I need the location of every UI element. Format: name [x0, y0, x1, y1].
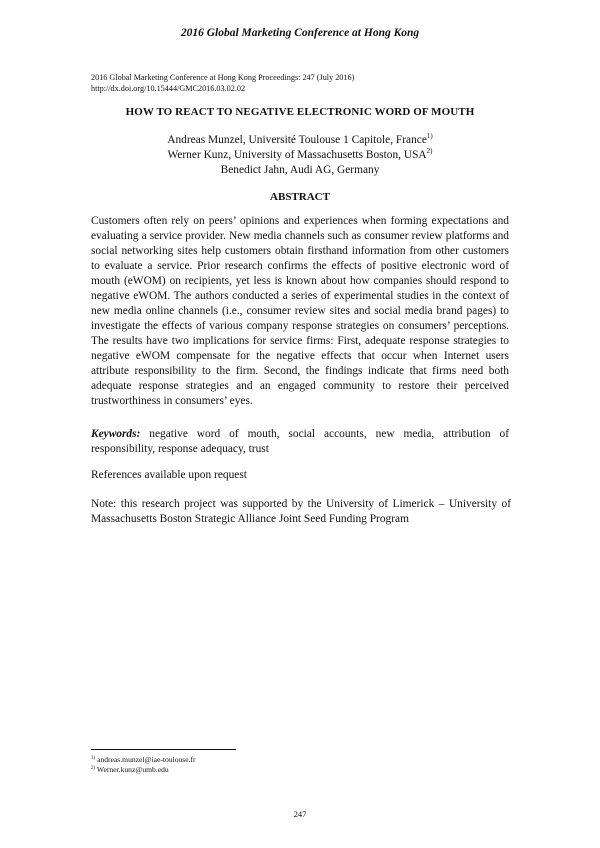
page-number: 247 [293, 809, 307, 819]
abstract-body: Customers often rely on peers’ opinions and experiences when forming expectations and evaluating a service provider. New media channels such as consumer review platforms and social networking sites help customers obtain firsthand information from other customers to evaluate a service. Prior research confirms the effects of positive electronic word of mouth (eWOM) on recipients, yet less is known about how companies should respond to negative eWOM. The authors conducted a series of experimental studies in the context of new media online channels (i.e., consumer review sites and social media brand pages) to investigate the effects of various company response strategies on consumers’ perceptions. The results have two implications for service firms: First, adequate response strategies to negative eWOM compensate for the negative effects that occur when Internet users attribute responsibility to the firm. Second, the findings indicate that firms need both adequate response strategies and an engaged community to restore their perceived trustworthiness in consumers’ eyes. [91, 215, 509, 407]
author-affiliation: Werner Kunz, University of Massachusetts Boston, USA [167, 149, 427, 161]
keywords [91, 427, 509, 457]
proceedings-info [91, 72, 511, 94]
author-line [0, 163, 600, 178]
author-line [0, 133, 600, 148]
author-line [0, 148, 600, 163]
footnote [91, 765, 391, 775]
footnote-email[interactable]: Werner.kunz@umb.edu [95, 765, 169, 774]
references-note: References available upon request [91, 469, 247, 481]
author-affiliation: Benedict Jahn, Audi AG, Germany [220, 164, 380, 176]
footnote-marker: 1) [426, 132, 433, 140]
footnote-divider [91, 749, 236, 750]
keywords-text: negative word of mouth, social accounts, new media, attribution of responsibility, response adequacy, trust [91, 428, 509, 455]
proceedings-citation: 2016 Global Marketing Conference at Hong Kong Proceedings: 247 (July 2016) [91, 73, 355, 82]
funding-note: Note: this research project was supported by the University of Limerick – University of Massachusetts Boston Strategic Alliance Joint Seed Funding Program [91, 498, 511, 525]
footnote-marker: 1) [91, 756, 96, 761]
doi-link[interactable]: http://dx.doi.org/10.15444/GMC2016.03.02.02 [91, 84, 246, 93]
author-list [0, 133, 600, 178]
author-affiliation: Andreas Munzel, Université Toulouse 1 Capitole, France [167, 134, 427, 146]
abstract-heading: ABSTRACT [270, 191, 330, 203]
paper-title: HOW TO REACT TO NEGATIVE ELECTRONIC WORD OF MOUTH [125, 106, 475, 118]
footnote-marker: 2) [426, 147, 433, 155]
footnote [91, 755, 391, 765]
footnote-marker: 2) [91, 766, 96, 771]
footnote-email[interactable]: andreas.munzel@iae-toulouse.fr [95, 755, 196, 764]
keywords-label: Keywords: [91, 428, 141, 440]
footnotes [91, 755, 391, 775]
running-head: 2016 Global Marketing Conference at Hong Kong [180, 27, 420, 39]
